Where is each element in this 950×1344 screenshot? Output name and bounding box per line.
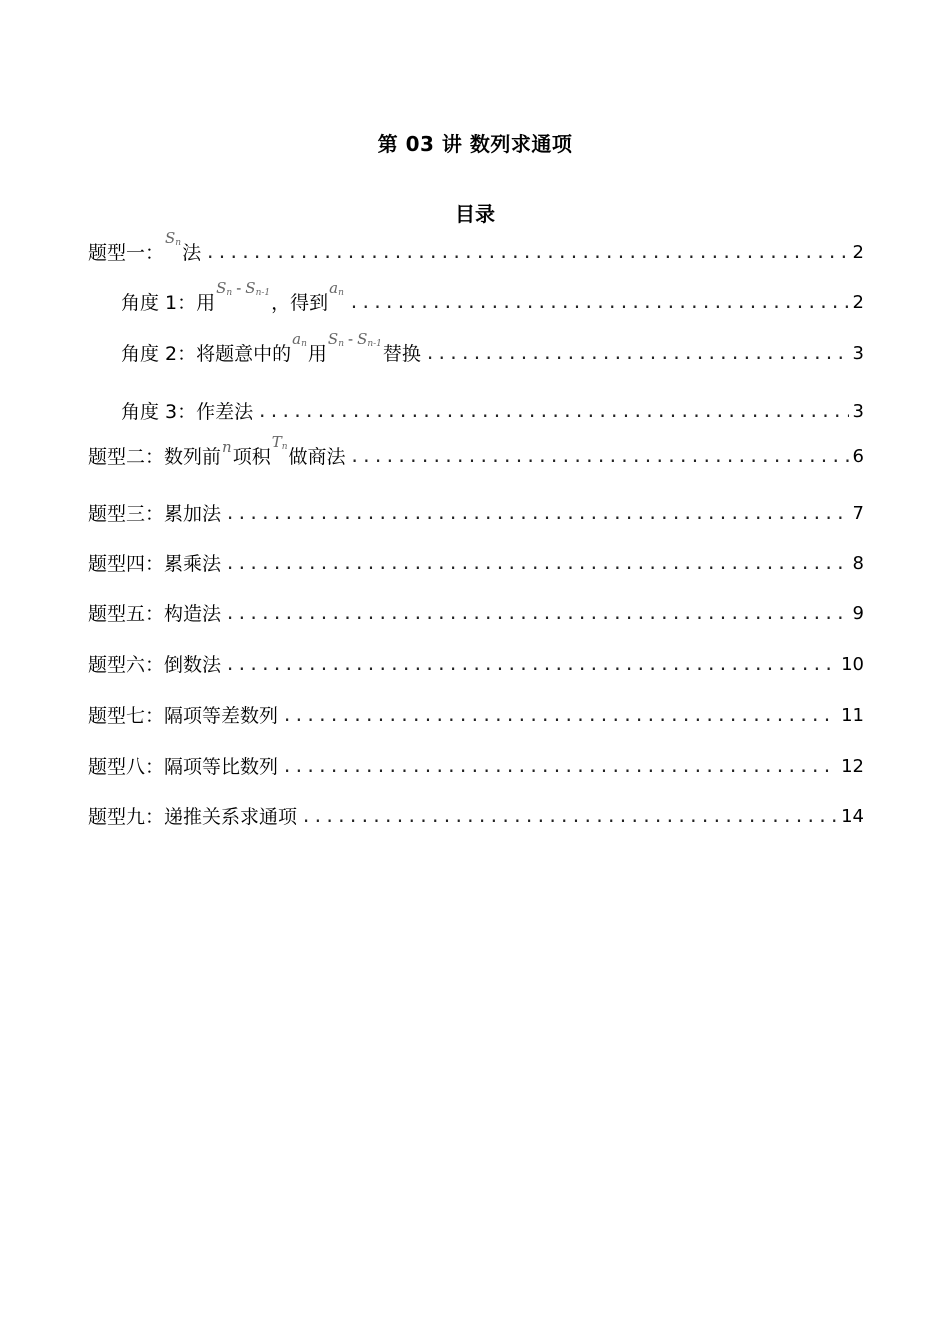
toc-entry-type-3[interactable] <box>88 499 864 529</box>
toc-entry-label: 题型二：数列前 n 项积 $T_n$ 做商法 <box>88 437 346 472</box>
toc-entry-type-4[interactable] <box>88 549 864 579</box>
toc-entry-type-2[interactable] <box>88 433 864 472</box>
toc-entry-type-7[interactable] <box>88 701 864 731</box>
page-number: 2 <box>852 242 864 263</box>
toc-entry-label: 题型一： $S_n$ 法 <box>88 233 201 268</box>
math-expression: $a_n$ <box>292 330 307 349</box>
page-number: 8 <box>852 553 864 574</box>
dot-leader <box>225 549 849 579</box>
page-number: 6 <box>852 446 864 467</box>
page-number: 9 <box>852 603 864 624</box>
toc-entry-label: 题型四：累乘法 <box>88 553 222 575</box>
dot-leader <box>425 339 849 369</box>
dot-leader <box>349 288 849 318</box>
toc-entry-angle-1[interactable] <box>121 279 864 318</box>
toc-entry-angle-3[interactable] <box>121 397 864 427</box>
dot-leader <box>205 238 848 268</box>
toc-entry-label: 题型三：累加法 <box>88 503 222 525</box>
toc-entry-type-6[interactable] <box>88 650 864 680</box>
page-number: 3 <box>852 401 864 422</box>
toc-entry-type-5[interactable] <box>88 599 864 629</box>
toc-entry-label: 题型七：隔项等差数列 <box>88 705 279 727</box>
toc-entry-label: 题型九：递推关系求通项 <box>88 806 298 828</box>
math-expression: $S_n$ <box>165 229 182 248</box>
toc-entry-label: 角度 3：作差法 <box>121 401 254 423</box>
page-number: 3 <box>852 343 864 364</box>
page-number: 7 <box>852 503 864 524</box>
page-number: 12 <box>841 756 864 777</box>
dot-leader <box>225 650 837 680</box>
toc-entry-label: 角度 1：用 $S_n - S_{n-1}$ ，得到 $a_n$ <box>121 283 345 318</box>
toc-entry-type-8[interactable] <box>88 752 864 782</box>
dot-leader <box>350 442 849 472</box>
dot-leader <box>301 802 837 832</box>
math-expression: $S_n - S_{n-1}$ <box>327 330 382 349</box>
dot-leader <box>225 599 849 629</box>
document-title: 第 03 讲 数列求通项 <box>377 132 573 156</box>
toc-entry-label: 角度 2：将题意中的 $a_n$ 用 $S_n - S_{n-1}$ 替换 <box>121 334 421 369</box>
toc-heading: 目录 <box>455 202 495 226</box>
math-expression: $a_n$ <box>329 279 344 298</box>
dot-leader <box>225 499 849 529</box>
toc-entry-label: 题型八：隔项等比数列 <box>88 756 279 778</box>
page-number: 14 <box>841 806 864 827</box>
toc-entry-type-1[interactable] <box>88 229 864 268</box>
page-number: 10 <box>841 654 864 675</box>
toc-entry-label: 题型五：构造法 <box>88 603 222 625</box>
math-expression: n <box>222 438 232 456</box>
dot-leader <box>257 397 848 427</box>
toc-entry-angle-2[interactable] <box>121 330 864 369</box>
dot-leader <box>282 701 837 731</box>
toc-entry-label: 题型六：倒数法 <box>88 654 222 676</box>
toc-entry-type-9[interactable] <box>88 802 864 832</box>
page-number: 11 <box>841 705 864 726</box>
dot-leader <box>282 752 837 782</box>
math-expression: $S_n - S_{n-1}$ <box>216 279 271 298</box>
page-number: 2 <box>852 292 864 313</box>
math-expression: $T_n$ <box>271 433 288 452</box>
